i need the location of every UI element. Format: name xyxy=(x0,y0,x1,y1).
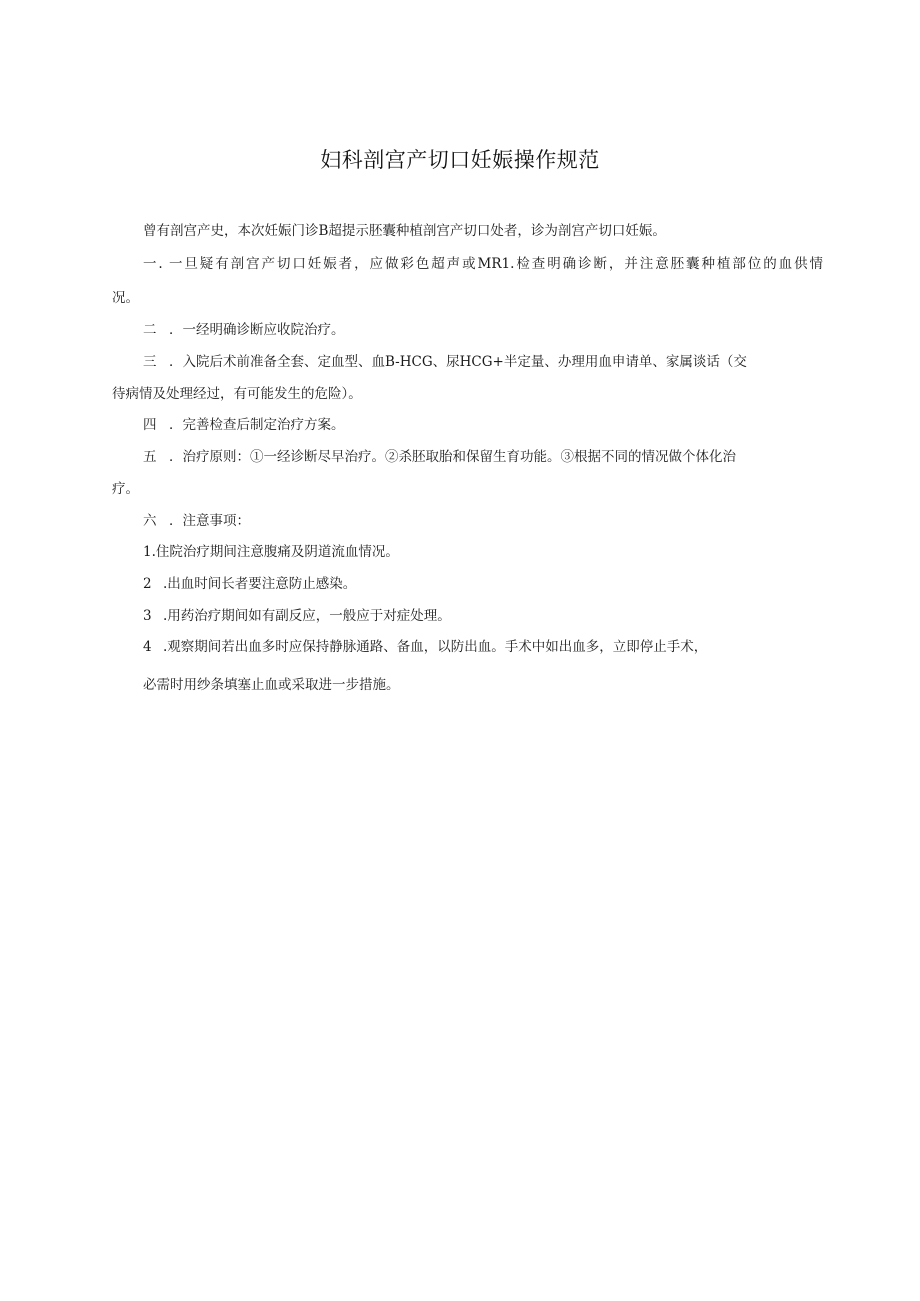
section-3-line-2: 待病情及处理经过，有可能发生的危险）。 xyxy=(112,386,362,402)
section-2 xyxy=(143,321,345,339)
document-title: 妇科剖宫产切口妊娠操作规范 xyxy=(320,148,600,172)
section-3-number: 三 xyxy=(143,354,157,370)
note-2-text: .出血时间长者要注意防止感染。 xyxy=(163,576,357,592)
note-1: 1.住院治疗期间注意腹痛及阴道流血情况。 xyxy=(143,544,399,560)
note-2 xyxy=(143,575,356,593)
section-5-line-2: 疗。 xyxy=(112,481,139,497)
note-4-number: 4 xyxy=(143,639,152,655)
note-3 xyxy=(143,607,451,625)
section-6 xyxy=(143,512,250,530)
note-2-number: 2 xyxy=(143,576,152,592)
section-6-text: ．注意事项： xyxy=(169,513,250,529)
note-4-text: .观察期间若出血多时应保持静脉通路、备血，以防出血。手术中如出血多，立即停止手术， xyxy=(163,639,708,655)
section-5-text: ．治疗原则：①一经诊断尽早治疗。②杀胚取胎和保留生育功能。③根据不同的情况做个体化治 xyxy=(169,449,736,465)
section-2-text: ．一经明确诊断应收院治疗。 xyxy=(169,322,345,338)
note-3-text: .用药治疗期间如有副反应，一般应于对症处理。 xyxy=(163,608,451,624)
section-5-line-1 xyxy=(143,448,823,466)
section-1-line-2: 况。 xyxy=(112,290,139,306)
intro-paragraph: 曾有剖宫产史，本次妊娠门诊B超提示胚囊种植剖宫产切口处者，诊为剖宫产切口妊娠。 xyxy=(143,223,666,239)
section-6-number: 六 xyxy=(143,513,157,529)
section-4-number: 四 xyxy=(143,417,157,433)
note-4-line-2: 必需时用纱条填塞止血或采取进一步措施。 xyxy=(143,677,400,693)
section-3-text: ．入院后术前准备全套、定血型、血B-HCG、尿HCG+半定量、办理用血申请单、家属谈话（交 xyxy=(169,354,747,370)
section-4 xyxy=(143,416,345,434)
section-5-number: 五 xyxy=(143,449,157,465)
section-1-line-1: 一. 一旦疑有剖宫产切口妊娠者，应做彩色超声或MR1.检查明确诊断，并注意胚囊种植部位的血供情 xyxy=(143,256,823,272)
note-3-number: 3 xyxy=(143,608,152,624)
section-3-line-1 xyxy=(143,353,823,371)
note-4-line-1 xyxy=(143,638,707,656)
section-2-number: 二 xyxy=(143,322,157,338)
section-4-text: ．完善检查后制定治疗方案。 xyxy=(169,417,345,433)
